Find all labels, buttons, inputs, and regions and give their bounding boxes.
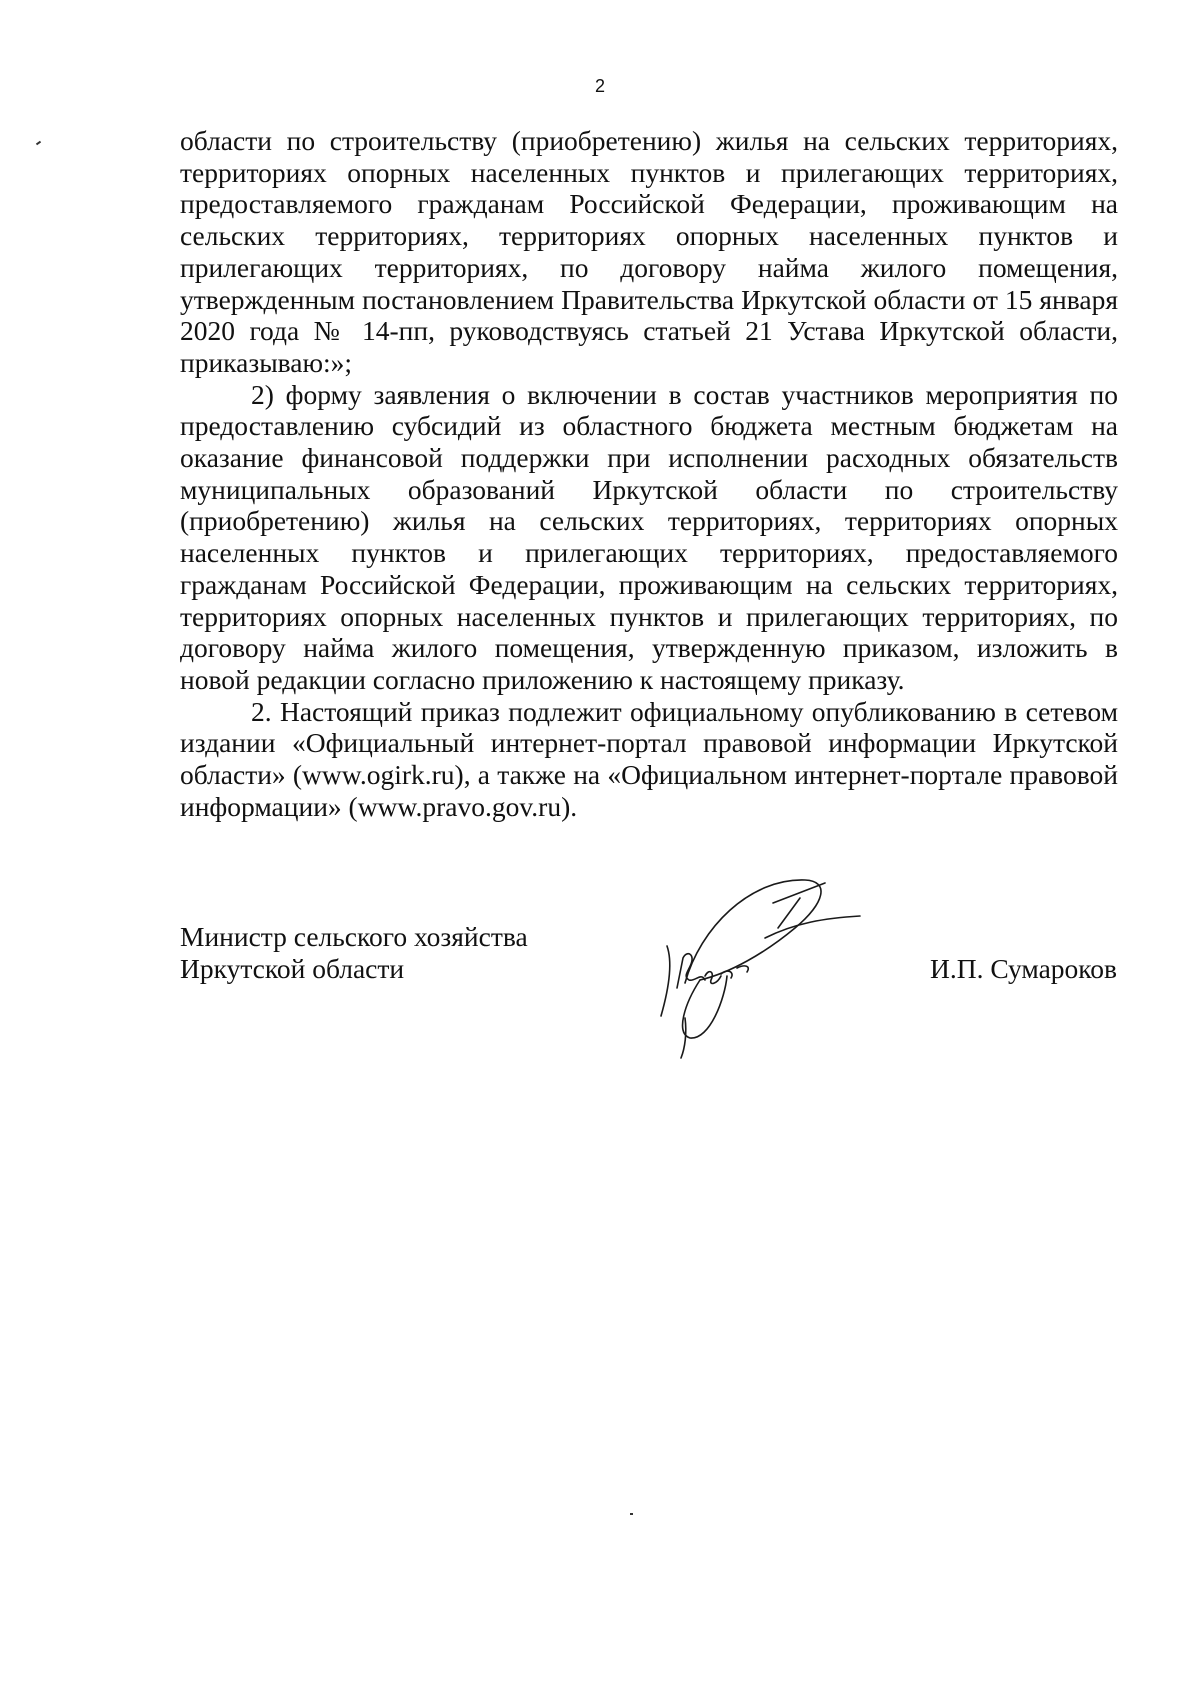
position-line-2: Иркутской области bbox=[180, 953, 405, 984]
paragraph-continuation: области по строительству (приобретению) жилья на сельских территориях, территориях опорных населенных пунктов и прилегающих территориях, предоставляемого гражданам Российской Федерации, проживающим на сельских территориях, территориях опорных населенных пунктов и прилегающих территориях, по договору найма жилого помещения, утвержденным постановлением Правительства Иркутской области от 15 января 2020 года № 14-пп, руководствуясь статьей 21 Устава Иркутской области, приказываю:»; bbox=[180, 125, 1118, 378]
paragraph-publication: 2. Настоящий приказ подлежит официальному опубликованию в сетевом издании «Официальный интернет-портал правовой информации Иркутской области» (www.ogirk.ru), а также на «Официальном интернет-портале правовой информации» (www.pravo.gov.ru). bbox=[180, 695, 1118, 822]
scan-speck bbox=[630, 1513, 633, 1515]
position-line-1: Министр сельского хозяйства bbox=[180, 921, 528, 952]
handwritten-signature bbox=[655, 868, 865, 1068]
signer-name: И.П. Сумароков bbox=[929, 953, 1117, 984]
paragraph-form-amendment: 2) форму заявления о включении в состав участников мероприятия по предоставлению субсидий из областного бюджета местным бюджетам на оказание финансовой поддержки при исполнении расходных обязательств муниципальных образований Иркутской области по строительству (приобретению) жилья на сельских территориях, территориях опорных населенных пунктов и прилегающих территориях, предоставляемого гражданам Российской Федерации, проживающим на сельских территориях, территориях опорных населенных пунктов и прилегающих территориях, по договору найма жилого помещения, утвержденную приказом, изложить в новой редакции согласно приложению к настоящему приказу. bbox=[180, 378, 1118, 695]
document-body bbox=[180, 125, 1118, 822]
signatory-position bbox=[180, 921, 528, 985]
page-number: 2 bbox=[594, 76, 605, 96]
scan-speck bbox=[36, 141, 41, 146]
